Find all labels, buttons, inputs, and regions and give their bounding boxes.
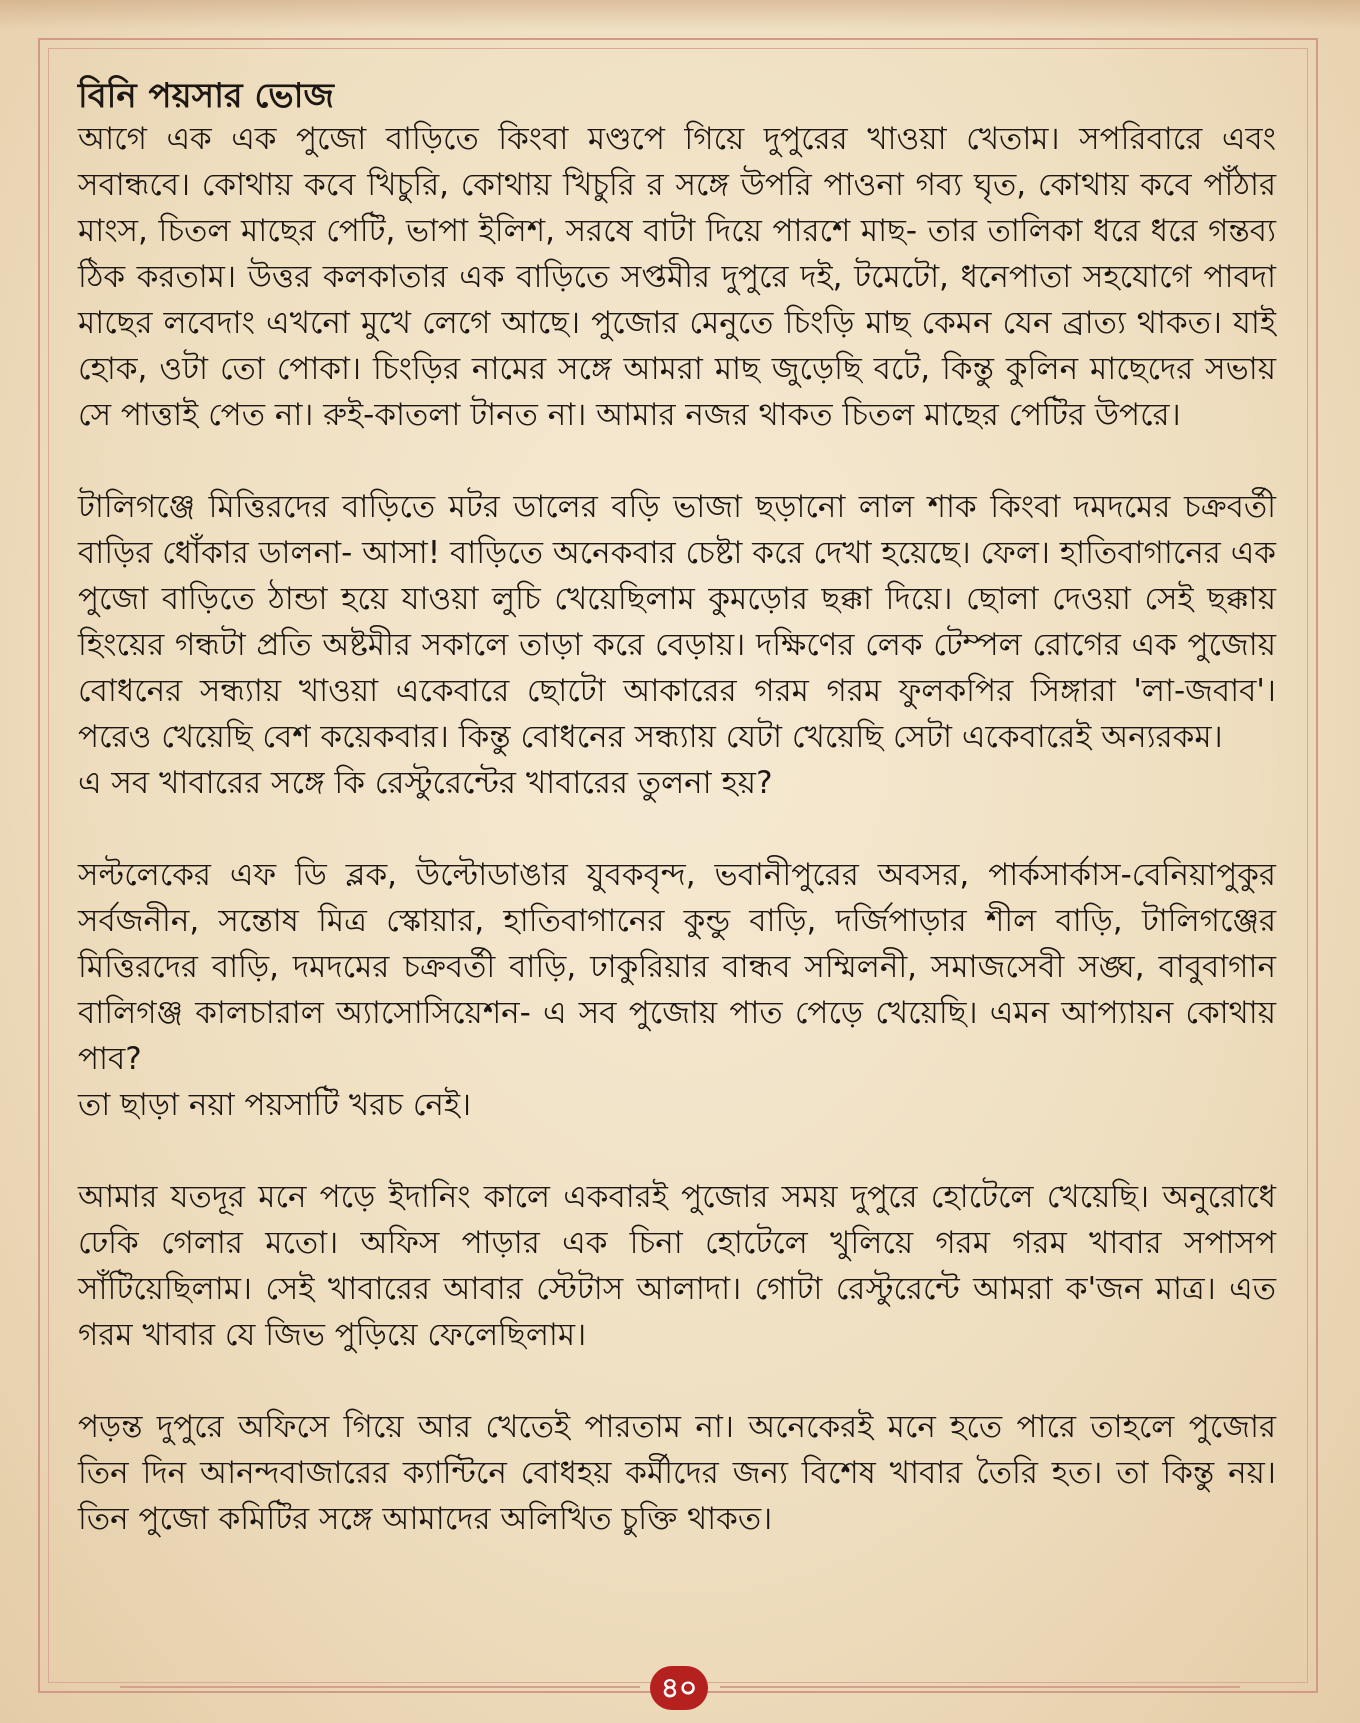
article-body (78, 76, 1276, 1542)
footer-rule-right (720, 1686, 1240, 1688)
paragraph-5-text: পড়ন্ত দুপুরে অফিসে গিয়ে আর খেতেই পারতাম না। অনেকেরই মনে হতে পারে তাহলে পুজোর তিন দিন আনন্দবাজারের ক্যান্টিনে বোধহয় কর্মীদের জন্য বিশেষ খাবার তৈরি হত। তা কিন্তু নয়। তিন পুজো কমিটির সঙ্গে আমাদের অলিখিত চুক্তি থাকত। (78, 1409, 1276, 1537)
paragraph-4 (78, 1174, 1276, 1358)
paragraph-2-text: টালিগঞ্জে মিত্তিরদের বাড়িতে মটর ডালের বড়ি ভাজা ছড়ানো লাল শাক কিংবা দমদমের চক্রবর্তী বাড়ির ধোঁকার ডালনা- আসা! বাড়িতে অনেকবার চেষ্টা করে দেখা হয়েছে। ফেল। হাতিবাগানের এক পুজো বাড়িতে ঠান্ডা হয়ে যাওয়া লুচি খেয়েছিলাম কুমড়োর ছক্কা দিয়ে। ছোলা দেওয়া সেই ছক্কায় হিংয়ের গন্ধটা প্রতি অষ্টমীর সকালে তাড়া করে বেড়ায়। দক্ষিণের লেক টেম্পল রোগের এক পুজোয় বোধনের সন্ধ্যায় খাওয়া একেবারে ছোটো আকারের গরম গরম ফুলকপির সিঙ্গারা 'লা-জবাব'। পরেও খেয়েছি বেশ কয়েকবার। কিন্তু বোধনের সন্ধ্যায় যেটা খেয়েছি সেটা একেবারেই অন্যরকম। (78, 489, 1276, 755)
top-paper-stain (0, 0, 1360, 30)
page-number-badge: ৪০ (650, 1666, 708, 1710)
paragraph-2 (78, 484, 1276, 806)
paragraph-4-text: আমার যতদূর মনে পড়ে ইদানিং কালে একবারই পুজোর সময় দুপুরে হোটেলে খেয়েছি। অনুরোধে ঢেকি গেলার মতো। অফিস পাড়ার এক চিনা হোটেলে খুলিয়ে গরম গরম খাবার সপাসপ সাঁটিয়েছিলাম। সেই খাবারের আবার স্টেটাস আলাদা। গোটা রেস্টুরেন্টে আমরা ক'জন মাত্র। এত গরম খাবার যে জিভ পুড়িয়ে ফেলেছিলাম। (78, 1179, 1276, 1353)
paragraph-1-text: আগে এক এক পুজো বাড়িতে কিংবা মণ্ডপে গিয়ে দুপুরের খাওয়া খেতাম। সপরিবারে এবং সবান্ধবে। কোথায় কবে খিচুরি, কোথায় খিচুরি র সঙ্গে উপরি পাওনা গব্য ঘৃত, কোথায় কবে পাঁঠার মাংস, চিতল মাছের পেটি, ভাপা ইলিশ, সরষে বাটা দিয়ে পারশে মাছ- তার তালিকা ধরে ধরে গন্তব্য ঠিক করতাম। উত্তর কলকাতার এক বাড়িতে সপ্তমীর দুপুরে দই, টমেটো, ধনেপাতা সহযোগে পাবদা মাছের লবেদাং এখনো মুখে লেগে আছে। পুজোর মেনুতে চিংড়ি মাছ কেমন যেন ব্রাত্য থাকত। যাই হোক, ওটা তো পোকা। চিংড়ির নামের সঙ্গে আমরা মাছ জুড়েছি বটে, কিন্তু কুলিন মাছেদের সভায় সে পাত্তাই পেত না। রুই-কাতলা টানত না। আমার নজর থাকত চিতল মাছের পেটির উপরে। (78, 121, 1276, 433)
paragraph-3-closing-line: তা ছাড়া নয়া পয়সাটি খরচ নেই। (78, 1087, 472, 1123)
paragraph-1 (78, 116, 1276, 438)
paragraph-5 (78, 1404, 1276, 1542)
article-title: বিনি পয়সার ভোজ (78, 76, 334, 116)
paragraph-2-closing-line: এ সব খাবারের সঙ্গে কি রেস্টুরেন্টের খাবারের তুলনা হয়? (78, 765, 773, 801)
paragraph-3-text: সল্টলেকের এফ ডি ব্লক, উল্টোডাঙার যুবকবৃন্দ, ভবানীপুরের অবসর, পার্কসার্কাস-বেনিয়াপুকুর সর্বজনীন, সন্তোষ মিত্র স্কোয়ার, হাতিবাগানের কুন্ডু বাড়ি, দর্জিপাড়ার শীল বাড়ি, টালিগঞ্জের মিত্তিরদের বাড়ি, দমদমের চক্রবর্তী বাড়ি, ঢাকুরিয়ার বান্ধব সম্মিলনী, সমাজসেবী সঙ্ঘ, বাবুবাগান বালিগঞ্জ কালচারাল অ্যাসোসিয়েশন- এ সব পুজোয় পাত পেড়ে খেয়েছি। এমন আপ্যায়ন কোথায় পাব? (78, 857, 1276, 1077)
paragraph-3 (78, 852, 1276, 1128)
footer-rule-left (120, 1686, 640, 1688)
